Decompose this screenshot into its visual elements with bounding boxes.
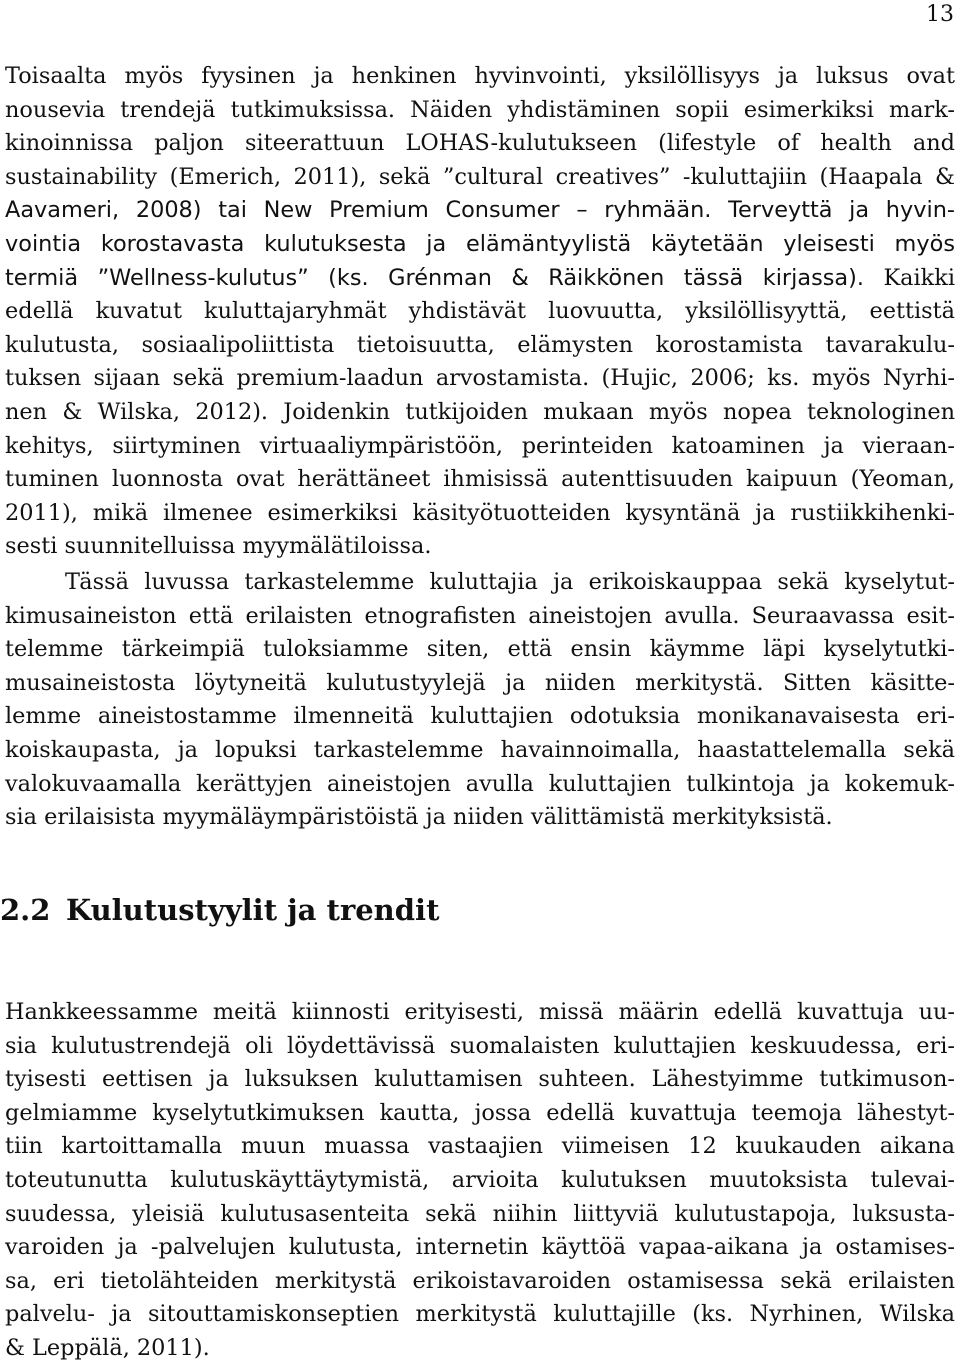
text-line: palvelu- ja sitouttamiskonseptien merkitystä kuluttajille (ks. Nyrhinen, Wilska (5, 1301, 955, 1328)
text-line-mixed (5, 194, 955, 228)
paragraph-2 (5, 566, 955, 835)
text-line: toteutunutta kulutuskäyttäytymistä, arvioita kulutuksen muutoksista tulevai- (5, 1166, 955, 1193)
text-line: Hankkeessamme meitä kiinnosti erityisesti, missä määrin edellä kuvattuja uu- (5, 999, 955, 1025)
text-line: & Leppälä, 2011). (5, 1334, 210, 1361)
text-line: koiskaupasta, ja lopuksi tarkastelemme havainnoimalla, haastattelemalla sekä (5, 736, 955, 763)
page-number: 13 (926, 2, 954, 27)
paragraph-3 (5, 996, 955, 1366)
section-number: 2.2 (0, 893, 51, 927)
text-line: musaineistosta löytyneitä kulutustyylejä ja niiden merkitystä. Sitten käsitte- (5, 669, 955, 696)
text-line: telemme tärkeimpiä tuloksiamme siten, että ensin käymme läpi kyselytutki- (5, 636, 955, 663)
text-line: vointia korostavasta kulutuksesta ja elämäntyylistä käytetään yleisesti myös (5, 230, 955, 257)
text-line: kinoinnissa paljon siteerattuun LOHAS-kulutukseen (lifestyle of health and (5, 130, 955, 157)
text-line: lemme aineistostamme ilmenneitä kuluttajien odotuksia monikanavaisesta eri- (5, 703, 955, 730)
text-run: Kaikki (863, 264, 955, 291)
text-line: tiin kartoittamalla muun muassa vastaajien viimeisen 12 kuukauden aikana (5, 1133, 955, 1160)
text-run-sans: Aavameri, 2008) tai New Premium Consumer – ryhmään. (5, 197, 712, 224)
text-line: tuminen luonnosta ovat herättäneet ihmisissä autenttisuuden kaipuun (Yeoman, (5, 466, 955, 493)
text-line: gelmiamme kyselytutkimuksen kautta, jossa edellä kuvattuja teemoja lähestyt- (5, 1099, 955, 1126)
text-line: sia erilaisista myymäläympäristöistä ja niiden välittämistä merkityksistä. (5, 804, 833, 831)
text-line: sia kulutustrendejä oli löydettävissä suomalaisten kuluttajien keskuudessa, eri- (5, 1032, 955, 1059)
text-run-sans: termiä ”Wellness-kulutus” (ks. Grénman & Räikkönen tässä kirjassa). (5, 264, 864, 291)
text-line: Toisaalta myös fyysinen ja henkinen hyvinvointi, yksilöllisyys ja luksus ovat (5, 63, 955, 89)
text-run: Joidenkin tutkijoiden mukaan myös nopea teknologinen (268, 398, 955, 425)
text-line: valokuvaamalla kerättyjen aineistojen avulla kuluttajien tulkintoja ja kokemuk- (5, 770, 955, 797)
text-line: kimusaineiston että erilaisten etnografisten aineistojen avulla. Seuraavassa esit- (5, 602, 955, 629)
text-line: kehitys, siirtyminen virtuaaliympäristöön, perinteiden katoaminen ja vieraan- (5, 432, 955, 459)
text-run-sans: Terveyttä ja hyvin- (711, 197, 955, 224)
text-line: sesti suunnitelluissa myymälätiloissa. (5, 533, 432, 560)
text-line: Tässä luvussa tarkastelemme kuluttajia ja erikoiskauppaa sekä kyselytut- (65, 569, 955, 595)
text-run: nen & Wilska, 2012). (5, 398, 269, 425)
text-line: 2011), mikä ilmenee esimerkiksi käsityötuotteiden kysyntänä ja rustiikkihenki- (5, 499, 955, 526)
section-title: Kulutustyylit ja trendit (66, 893, 440, 927)
text-line: varoiden ja -palvelujen kulutusta, internetin käyttöä vapaa-aikana ja ostamises- (5, 1234, 955, 1261)
text-line-mixed (5, 262, 955, 296)
text-line: edellä kuvatut kuluttajaryhmät yhdistävät luovuutta, yksilöllisyyttä, eettistä (5, 298, 955, 325)
text-line: sa, eri tietolähteiden merkitystä erikoistavaroiden ostamisessa sekä erilaisten (5, 1267, 955, 1294)
paragraph-1 (5, 60, 955, 564)
text-line: tyisesti eettisen ja luksuksen kuluttamisen suhteen. Lähestyimme tutkimuson- (5, 1066, 955, 1093)
text-line: kulutusta, sosiaalipoliittista tietoisuutta, elämysten korostamista tavarakulu- (5, 331, 955, 358)
section-heading (0, 890, 439, 930)
text-line: sustainability (Emerich, 2011), sekä ”cultural creatives” -kuluttajiin (Haapala & (5, 163, 955, 190)
text-line: tuksen sijaan sekä premium-laadun arvostamista. (Hujic, 2006; ks. myös Nyrhi- (5, 365, 955, 392)
text-line: suudessa, yleisiä kulutusasenteita sekä niihin liittyviä kulutustapoja, luksusta- (5, 1200, 955, 1227)
text-line-mixed (5, 396, 955, 430)
text-line: nousevia trendejä tutkimuksissa. Näiden yhdistäminen sopii esimerkiksi mark- (5, 96, 955, 123)
